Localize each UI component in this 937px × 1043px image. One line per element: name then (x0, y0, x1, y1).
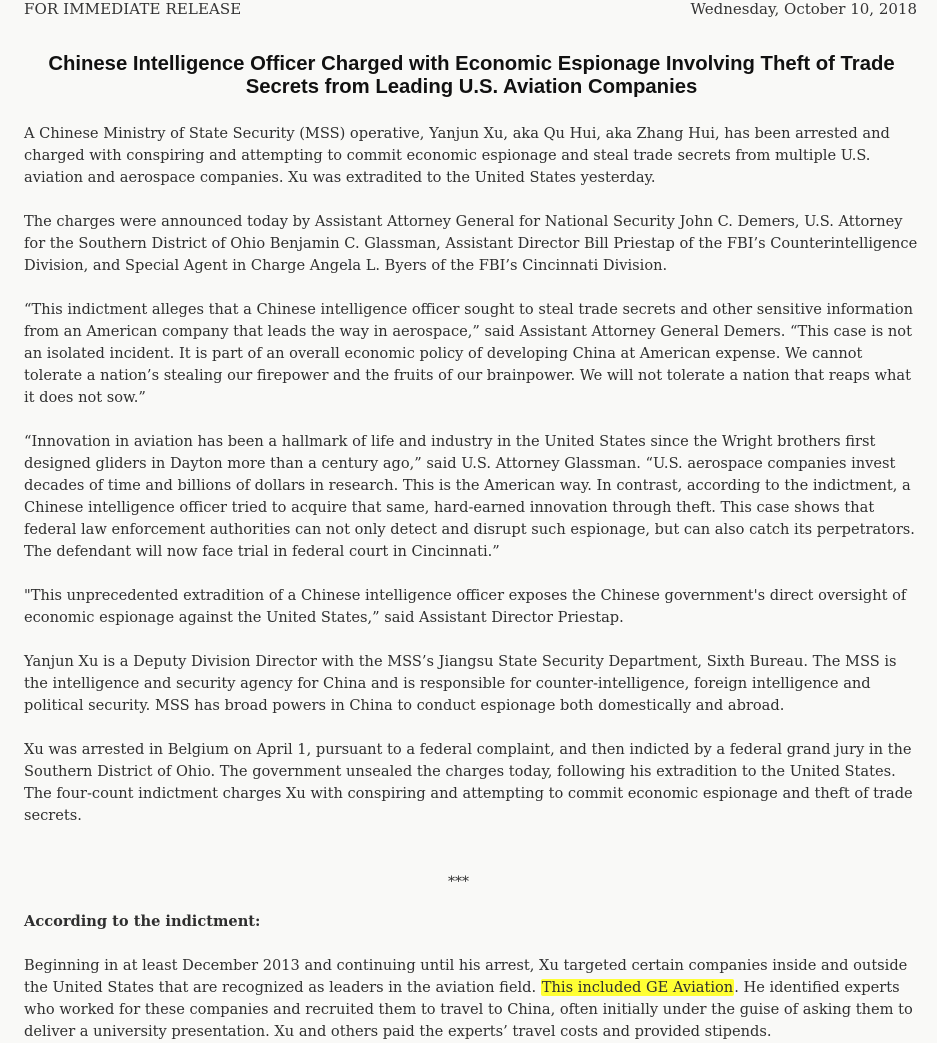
paragraph-glassman-quote: “Innovation in aviation has been a hallmark of life and industry in the United States since the Wright brothers first designed gliders in Dayton more than a century ago,” said U.S. Attorney Glassman. “U.S. aerospace companies invest decades of time and billions of dollars in research. This is the American way. In contrast, according to the indictment, a Chinese intelligence officer tried to acquire that same, hard-earned innovation through theft. This case shows that federal law enforcement authorities can not only detect and disrupt such espionage, but can also catch its perpetrators. The defendant will now face trial in federal court in Cincinnati.” (24, 433, 915, 560)
paragraph-priestap-quote: "This unprecedented extradition of a Chinese intelligence officer exposes the Chinese government's direct oversight of economic espionage against the United States,” said Assistant Director Priestap. (24, 587, 907, 626)
release-header (24, 0, 923, 22)
section-separator: *** (448, 874, 469, 890)
indictment-text-before: Beginning in at least December 2013 and continuing until his arrest, Xu targeted certain companies inside and outside the United States that are recognized as leaders in the aviation field. (24, 957, 908, 996)
highlighted-text: This included GE Aviation (541, 979, 734, 996)
paragraph-arrest-details: Xu was arrested in Belgium on April 1, pursuant to a federal complaint, and then indicted by a federal grand jury in the Southern District of Ohio. The government unsealed the charges today, following his extradition to the United States. The four-count indictment charges Xu with conspiring and attempting to commit economic espionage and theft of trade secrets. (24, 741, 913, 824)
paragraph-indictment (24, 955, 923, 1043)
release-label: FOR IMMEDIATE RELEASE (24, 0, 242, 18)
paragraph-charges-announced: The charges were announced today by Assistant Attorney General for National Security John C. Demers, U.S. Attorney for the Southern District of Ohio Benjamin C. Glassman, Assistant Director Bill Priestap of the FBI’s Counterintelligence Division, and Special Agent in Charge Angela L. Byers of the FBI’s Cincinnati Division. (24, 213, 918, 274)
indictment-text-after: . He identified experts who worked for these companies and recruited them to travel to China, often initially under the guise of asking them to deliver a university presentation. Xu and others paid the experts’ travel costs and provided stipends. (24, 979, 913, 1040)
page-title: Chinese Intelligence Officer Charged with Economic Espionage Involving Theft of Trade Secrets from Leading U.S. Aviation Companies (48, 53, 895, 98)
paragraph-xu-background: Yanjun Xu is a Deputy Division Director with the MSS’s Jiangsu State Security Department, Sixth Bureau. The MSS is the intelligence and security agency for China and is responsible for counter-intelligence, foreign intelligence and political security. MSS has broad powers in China to conduct espionage both domestically and abroad. (24, 653, 897, 714)
paragraph-demers-quote: “This indictment alleges that a Chinese intelligence officer sought to steal trade secrets and other sensitive information from an American company that leads the way in aerospace,” said Assistant Attorney General Demers. “This case is not an isolated incident. It is part of an overall economic policy of developing China at American expense. We cannot tolerate a nation’s stealing our firepower and the fruits of our brainpower. We will not tolerate a nation that reaps what it does not sow.” (24, 301, 914, 406)
paragraph-intro: A Chinese Ministry of State Security (MSS) operative, Yanjun Xu, aka Qu Hui, aka Zhang Hui, has been arrested and charged with conspiring and attempting to commit economic espionage and steal trade secrets from multiple U.S. aviation and aerospace companies. Xu was extradited to the United States yesterday. (24, 125, 890, 186)
indictment-subheading: According to the indictment: (24, 913, 261, 930)
release-date: Wednesday, October 10, 2018 (690, 0, 917, 18)
